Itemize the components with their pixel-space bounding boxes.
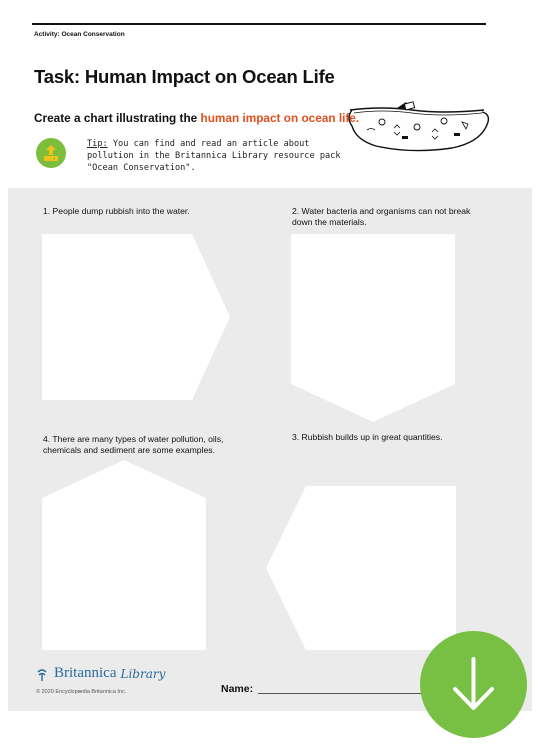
step-4-text: 4. There are many types of water pollution, oils, chemicals and sediment are some examples. — [43, 434, 224, 455]
brand-suffix: Library — [120, 666, 166, 681]
instruction-lead: Create a chart illustrating the — [34, 111, 201, 125]
step-2-box[interactable] — [291, 234, 455, 422]
tip-body: You can find and read an article about pollution in the Britannica Library resource pack "Ocean Conservation". — [87, 139, 341, 173]
step-3-text: 3. Rubbish builds up in great quantities. — [292, 432, 443, 442]
step-3-box[interactable] — [266, 486, 456, 650]
name-label: Name: — [221, 683, 254, 695]
step-2-text: 2. Water bacteria and organisms can not break down the materials. — [292, 206, 471, 227]
step-4-box[interactable] — [42, 460, 206, 650]
thistle-icon — [34, 666, 50, 682]
name-field[interactable] — [258, 693, 428, 694]
tip-label: Tip: — [87, 139, 108, 149]
instruction-text — [34, 111, 359, 125]
top-rule — [32, 23, 486, 25]
copyright: © 2020 Encyclopædia Britannica Inc. — [36, 689, 127, 695]
tip-text — [87, 138, 357, 174]
instruction-highlight: human impact on ocean life. — [200, 111, 360, 125]
step-1-text: 1. People dump rubbish into the water. — [43, 206, 190, 216]
britannica-library-logo — [34, 665, 165, 682]
activity-label: Activity: Ocean Conservation — [34, 31, 125, 38]
ocean-rubbish-illustration — [342, 100, 492, 158]
step-1-box[interactable] — [42, 234, 232, 400]
upload-tray-icon — [36, 138, 66, 168]
download-button[interactable] — [420, 631, 527, 738]
download-arrow-icon — [420, 631, 527, 738]
page-title: Task: Human Impact on Ocean Life — [34, 66, 335, 87]
brand-name: Britannica — [54, 665, 117, 681]
